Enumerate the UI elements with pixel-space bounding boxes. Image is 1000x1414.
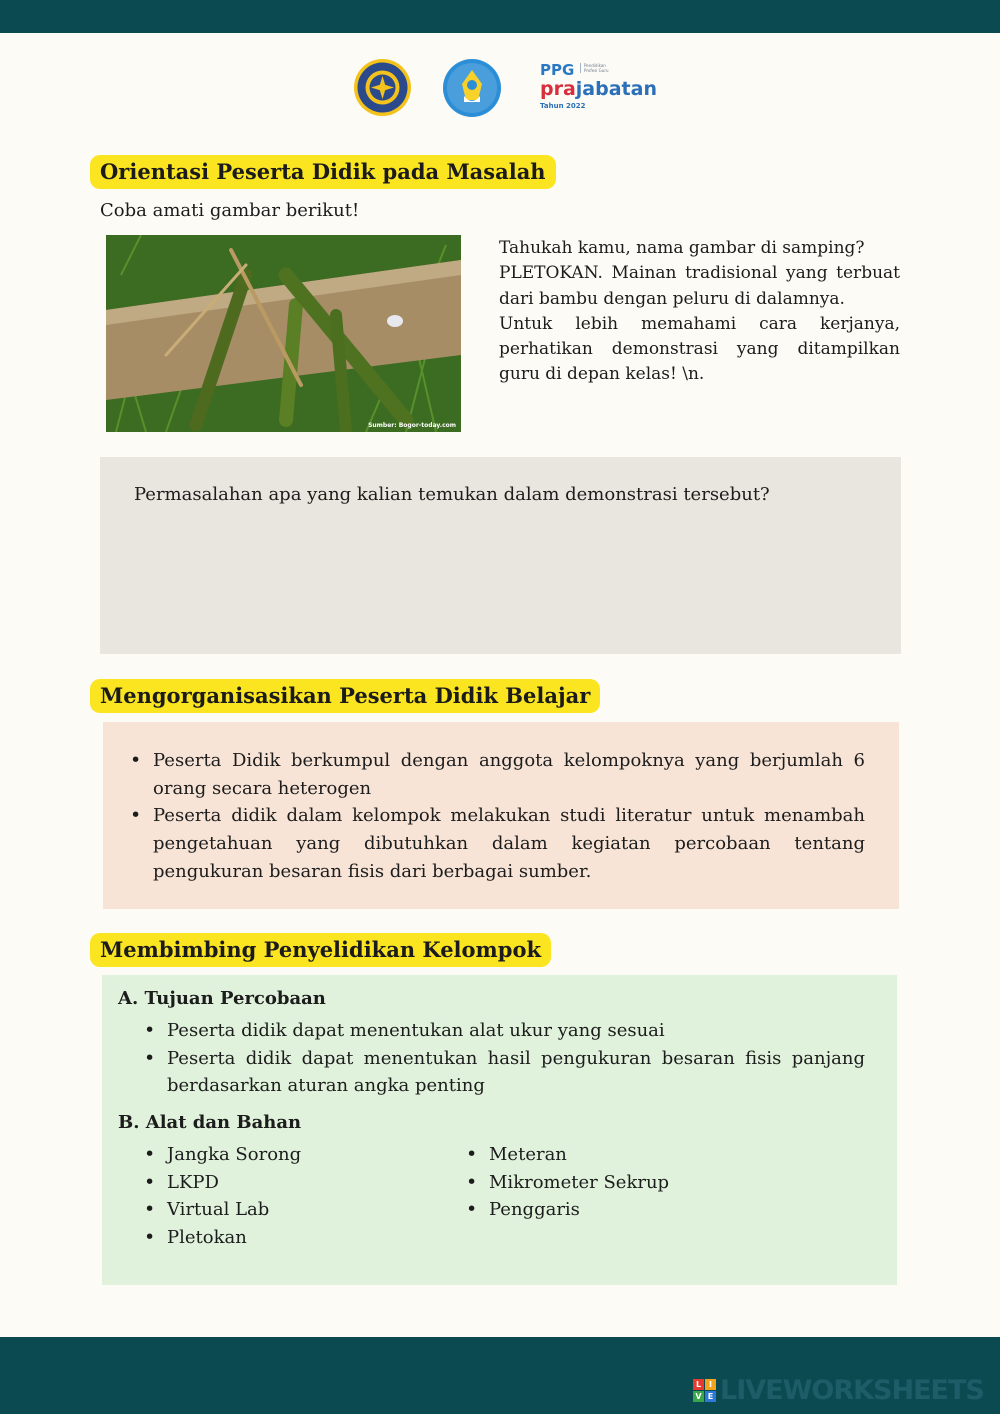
photo-caption: Sumber: Bogor-today.com [368, 422, 456, 429]
organize-box [103, 722, 899, 909]
pletokan-description [499, 236, 900, 388]
alat-list-col1 [167, 1141, 447, 1252]
list-item: • Penggaris [489, 1196, 789, 1224]
list-item: • LKPD [167, 1169, 447, 1197]
answer-box[interactable] [100, 457, 901, 654]
organize-list [153, 747, 865, 886]
instruction-line: Untuk lebih memahami cara kerjanya, perhatikan demonstrasi yang ditampilkan guru di depan kelas! \n. [499, 313, 900, 385]
alat-heading: B. Alat dan Bahan [118, 1112, 302, 1133]
pletokan-photo [106, 235, 461, 432]
list-item: • Meteran [489, 1141, 789, 1169]
section-title-orientasi: Orientasi Peserta Didik pada Masalah [90, 155, 556, 189]
list-item: • Peserta didik dapat menentukan alat ukur yang sesuai [167, 1017, 865, 1045]
list-item: • Jangka Sorong [167, 1141, 447, 1169]
intro-text: Coba amati gambar berikut! [100, 200, 360, 221]
question-line: Tahukah kamu, nama gambar di samping? [499, 238, 865, 258]
tujuan-heading: A. Tujuan Percobaan [118, 988, 326, 1009]
problem-prompt: Permasalahan apa yang kalian temukan dalam demonstrasi tersebut? [134, 484, 770, 505]
liveworksheets-watermark[interactable] [693, 1374, 984, 1406]
list-item: • Peserta Didik berkumpul dengan anggota kelompoknya yang berjumlah 6 orang secara heterogen [153, 747, 865, 802]
list-item: • Peserta didik dalam kelompok melakukan studi literatur untuk menambah pengetahuan yang dibutuhkan dalam kegiatan percobaan tentang pengukuran besaran fisis dari berbagai sumber. [153, 802, 865, 885]
list-item: • Peserta didik dapat menentukan hasil pengukuran besaran fisis panjang berdasarkan aturan angka penting [167, 1045, 865, 1100]
liveworksheets-brand: LIVEWORKSHEETS [720, 1374, 984, 1406]
list-item: • Mikrometer Sekrup [489, 1169, 789, 1197]
list-item: • Pletokan [167, 1224, 447, 1252]
uad-logo [353, 58, 412, 117]
investigation-box [102, 975, 897, 1285]
tut-wuri-logo [442, 58, 502, 118]
tujuan-list [167, 1017, 865, 1100]
ppg-prajabatan-logo: PPG Pendidikan Profesi Guru prajabatan Tahun 2022 [540, 61, 657, 110]
top-bar [0, 0, 1000, 33]
list-item: • Virtual Lab [167, 1196, 447, 1224]
alat-list-col2 [489, 1141, 789, 1224]
liveworksheets-icon: L I V E [693, 1379, 716, 1402]
section-title-membimbing: Membimbing Penyelidikan Kelompok [90, 933, 551, 967]
section-title-mengorganisasikan: Mengorganisasikan Peserta Didik Belajar [90, 679, 600, 713]
answer-line: PLETOKAN. Mainan tradisional yang terbuat dari bambu dengan peluru di dalamnya. [499, 263, 900, 309]
header-logos [0, 55, 1000, 125]
